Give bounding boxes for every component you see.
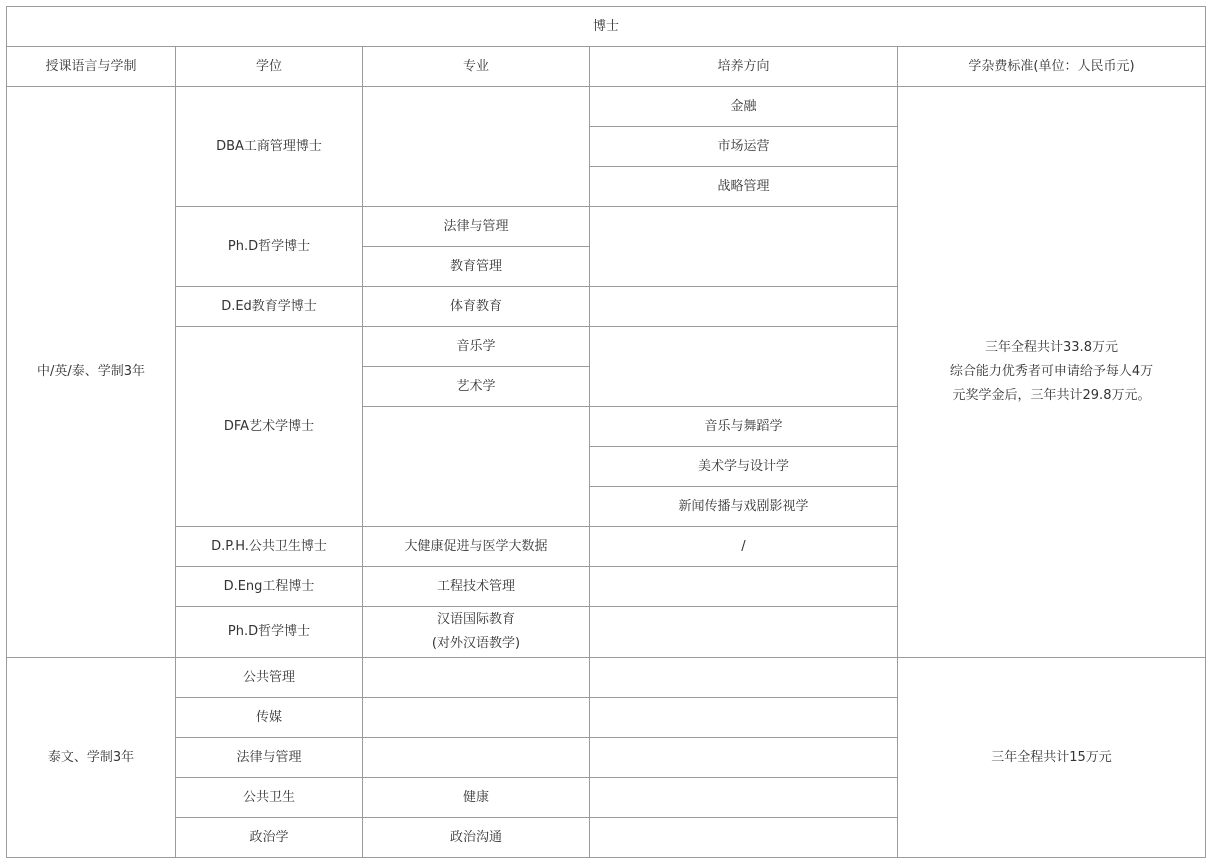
direction-empty — [590, 287, 898, 327]
degree-dfa: DFA艺术学博士 — [176, 327, 363, 527]
major-cell — [363, 698, 590, 738]
table-row — [7, 658, 1206, 698]
direction-empty — [590, 327, 898, 407]
tuition-table-wrapper — [6, 6, 1206, 858]
direction-empty — [590, 658, 898, 698]
degree-cell: 政治学 — [176, 818, 363, 858]
major-cell: 大健康促进与医学大数据 — [363, 527, 590, 567]
degree-dba: DBA工商管理博士 — [176, 87, 363, 207]
header-degree: 学位 — [176, 47, 363, 87]
major-cell — [363, 658, 590, 698]
table-title-row — [7, 7, 1206, 47]
doctoral-tuition-table — [6, 6, 1206, 858]
major-cell: 健康 — [363, 778, 590, 818]
major-line: (对外汉语教学) — [431, 636, 521, 651]
table-row — [7, 87, 1206, 127]
fee-line: 元奖学金后，三年共计29.8万元。 — [952, 388, 1151, 403]
direction-empty — [590, 607, 898, 658]
degree-phd: Ph.D哲学博士 — [176, 607, 363, 658]
group1-language: 中/英/泰、学制3年 — [7, 87, 176, 658]
table-title: 博士 — [7, 7, 1206, 47]
direction-cell: 战略管理 — [590, 167, 898, 207]
direction-cell: / — [590, 527, 898, 567]
degree-cell: 法律与管理 — [176, 738, 363, 778]
header-major: 专业 — [363, 47, 590, 87]
degree-phd: Ph.D哲学博士 — [176, 207, 363, 287]
major-cell: 法律与管理 — [363, 207, 590, 247]
direction-empty — [590, 738, 898, 778]
table-header-row — [7, 47, 1206, 87]
major-cell: 工程技术管理 — [363, 567, 590, 607]
degree-cell: 公共卫生 — [176, 778, 363, 818]
major-cell: 音乐学 — [363, 327, 590, 367]
group1-fee — [898, 87, 1206, 658]
major-cell: 政治沟通 — [363, 818, 590, 858]
degree-dph: D.P.H.公共卫生博士 — [176, 527, 363, 567]
direction-cell: 音乐与舞蹈学 — [590, 407, 898, 447]
direction-empty — [590, 818, 898, 858]
direction-cell: 美术学与设计学 — [590, 447, 898, 487]
group2-language: 泰文、学制3年 — [7, 658, 176, 858]
degree-ded: D.Ed教育学博士 — [176, 287, 363, 327]
major-empty — [363, 407, 590, 527]
group2-fee: 三年全程共计15万元 — [898, 658, 1206, 858]
degree-cell: 传媒 — [176, 698, 363, 738]
major-dba-empty — [363, 87, 590, 207]
direction-empty — [590, 778, 898, 818]
fee-line: 综合能力优秀者可申请给予每人4万 — [949, 364, 1154, 379]
fee-line: 三年全程共计33.8万元 — [985, 340, 1118, 355]
major-cell: 教育管理 — [363, 247, 590, 287]
major-cell — [363, 738, 590, 778]
header-language: 授课语言与学制 — [7, 47, 176, 87]
direction-empty — [590, 207, 898, 287]
direction-cell: 新闻传播与戏剧影视学 — [590, 487, 898, 527]
major-cell: 艺术学 — [363, 367, 590, 407]
direction-cell: 市场运营 — [590, 127, 898, 167]
major-cell: 体育教育 — [363, 287, 590, 327]
major-cell — [363, 607, 590, 658]
direction-empty — [590, 567, 898, 607]
degree-cell: 公共管理 — [176, 658, 363, 698]
header-fee: 学杂费标准(单位：人民币元) — [898, 47, 1206, 87]
degree-deng: D.Eng工程博士 — [176, 567, 363, 607]
header-direction: 培养方向 — [590, 47, 898, 87]
direction-cell: 金融 — [590, 87, 898, 127]
direction-empty — [590, 698, 898, 738]
major-line: 汉语国际教育 — [436, 612, 515, 627]
